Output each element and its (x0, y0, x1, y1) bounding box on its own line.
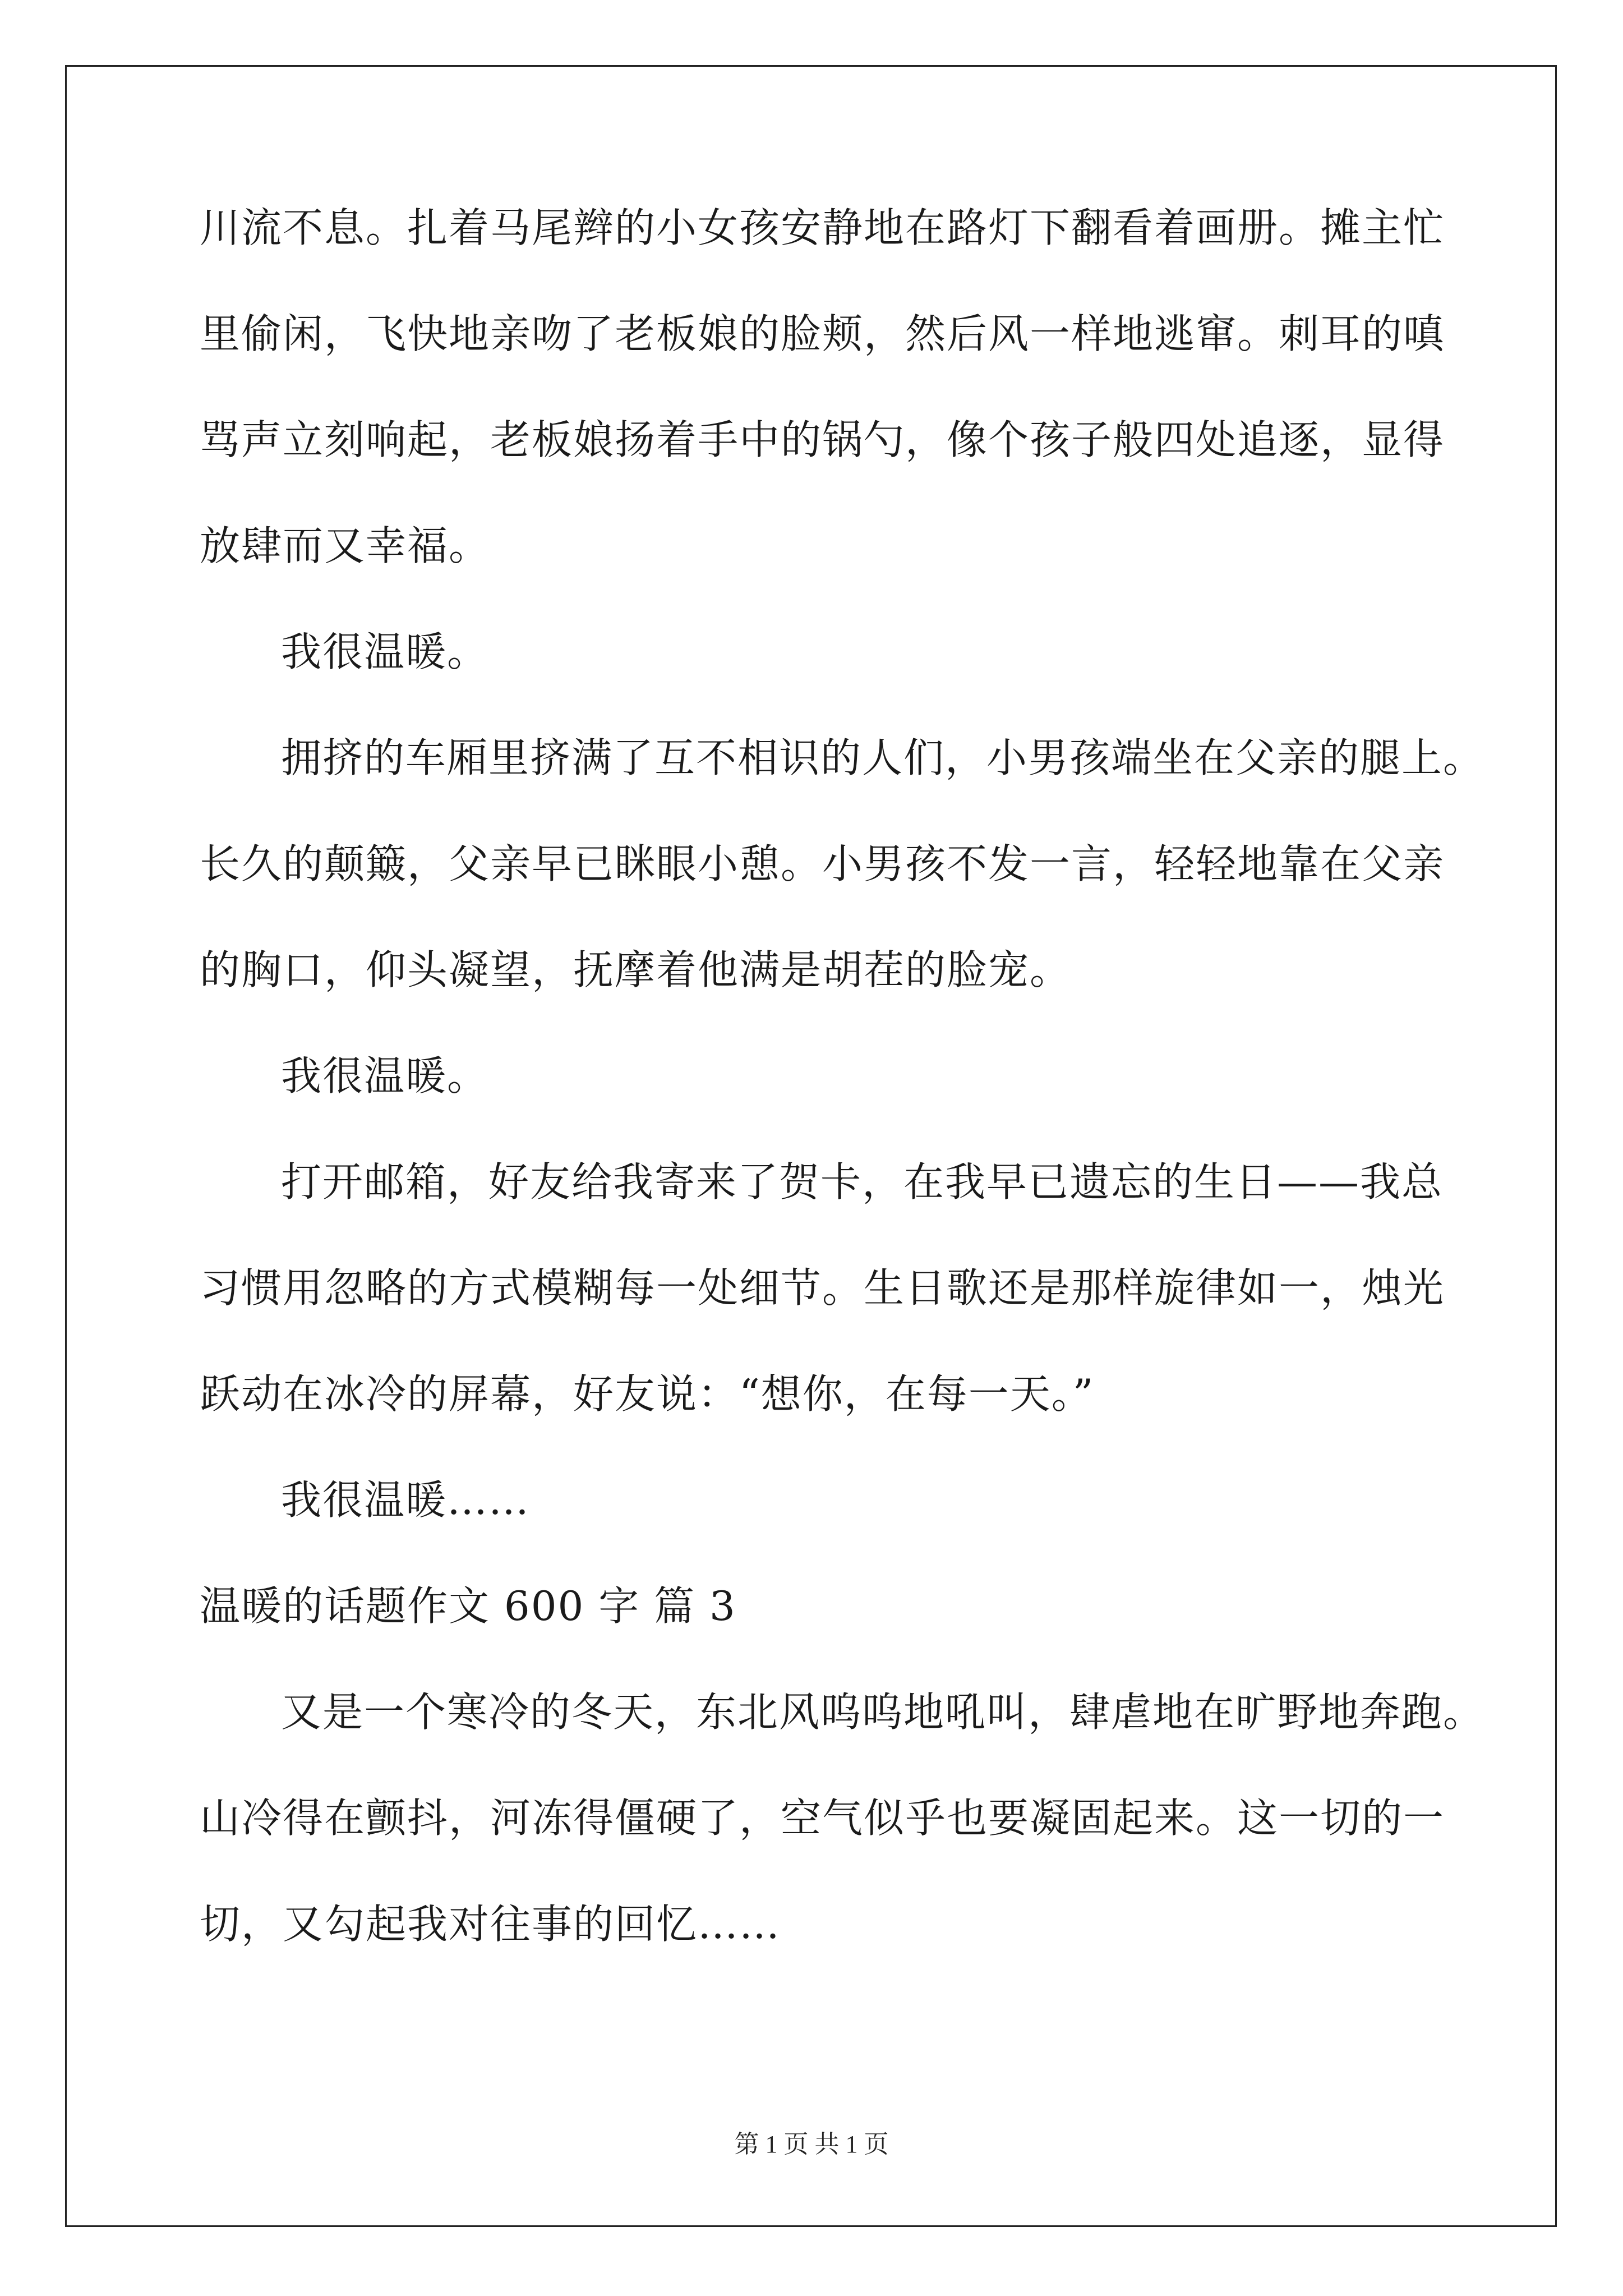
paragraph-line: 又是一个寒冷的冬天，东北风呜呜地吼叫，肆虐地在旷野地奔跑。 (281, 1688, 1485, 1736)
page-footer: 第 1 页 共 1 页 (734, 2131, 889, 2158)
paragraph-line: 里偷闲，飞快地亲吻了老板娘的脸颊，然后风一样地逃窜。刺耳的嗔 (200, 310, 1445, 357)
paragraph-line: 切，又勾起我对往事的回忆…… (200, 1901, 781, 1948)
paragraph-line: 跃动在冰冷的屏幕，好友说：“想你，在每一天。” (200, 1370, 1095, 1418)
paragraph-line: 长久的颠簸，父亲早已眯眼小憩。小男孩不发一言，轻轻地靠在父亲 (200, 840, 1445, 887)
paragraph-line: 山冷得在颤抖，河冻得僵硬了，空气似乎也要凝固起来。这一切的一 (200, 1795, 1445, 1842)
paragraph-line: 习惯用忽略的方式模糊每一处细节。生日歌还是那样旋律如一，烛光 (200, 1264, 1445, 1312)
paragraph-line: 放肆而又幸福。 (200, 522, 491, 569)
paragraph-line: 打开邮箱，好友给我寄来了贺卡，在我早已遗忘的生日——我总 (281, 1158, 1444, 1205)
paragraph-line: 川流不息。扎着马尾辫的小女孩安静地在路灯下翻看着画册。摊主忙 (200, 204, 1445, 251)
paragraph-line: 我很温暖。 (281, 628, 489, 675)
section-heading: 温暖的话题作文 600 字 篇 3 (200, 1582, 736, 1630)
paragraph-line: 拥挤的车厢里挤满了互不相识的人们，小男孩端坐在父亲的腿上。 (281, 734, 1485, 781)
document-body (200, 201, 1485, 2003)
paragraph-line: 骂声立刻响起，老板娘扬着手中的锅勺，像个孩子般四处追逐，显得 (200, 416, 1445, 463)
paragraph-line: 我很温暖。 (281, 1052, 489, 1099)
paragraph-line: 的胸口，仰头凝望，抚摩着他满是胡茬的脸宠。 (200, 946, 1072, 993)
paragraph-line: 我很温暖…… (281, 1476, 531, 1524)
